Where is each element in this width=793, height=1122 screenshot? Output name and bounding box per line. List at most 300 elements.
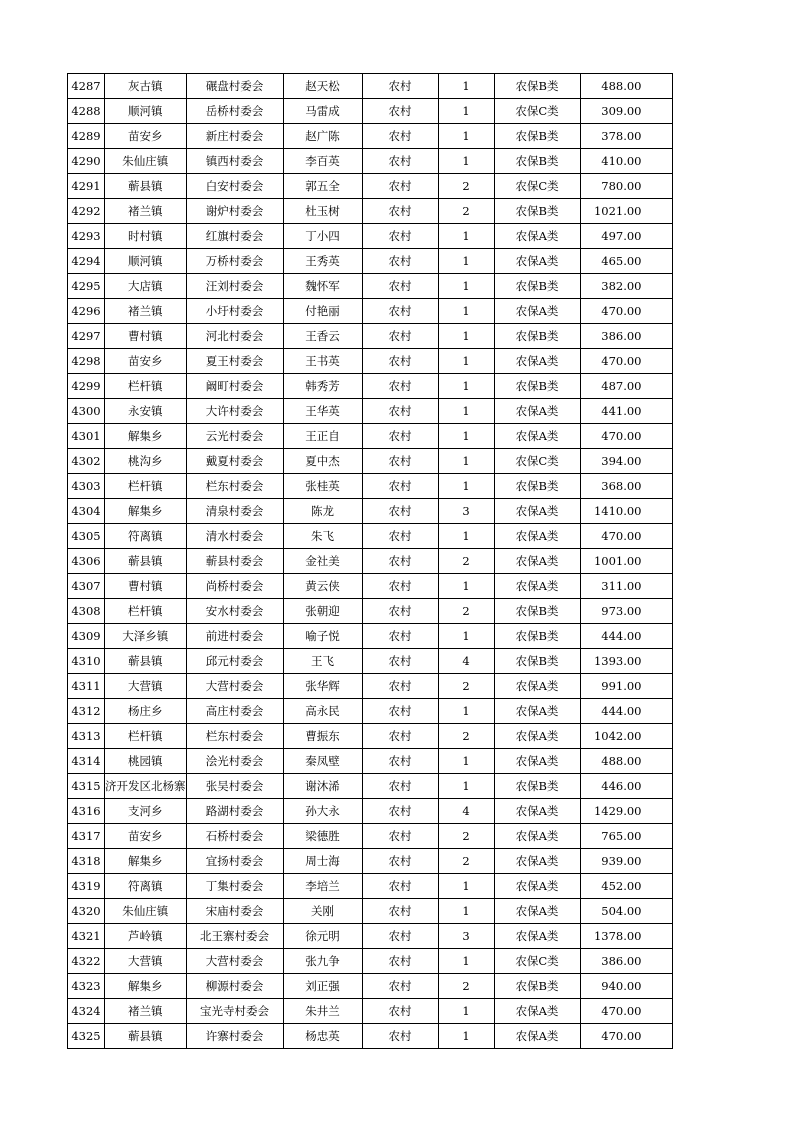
cell-person-name: 张朝迎 (283, 599, 362, 624)
cell-row-number: 4310 (68, 649, 105, 674)
cell-person-name: 王书英 (283, 349, 362, 374)
table-row (68, 924, 673, 949)
cell-household-type: 农村 (362, 974, 438, 999)
cell-village-committee: 丁集村委会 (186, 874, 283, 899)
cell-amount: 487.00 (580, 374, 672, 399)
table-row (68, 424, 673, 449)
cell-insurance-category: 农保A类 (494, 749, 580, 774)
table-row (68, 124, 673, 149)
table-row (68, 674, 673, 699)
cell-amount: 378.00 (580, 124, 672, 149)
cell-row-number: 4311 (68, 674, 105, 699)
relief-roster-table (67, 73, 673, 1049)
table-row (68, 524, 673, 549)
cell-township: 桃沟乡 (105, 449, 187, 474)
cell-township: 蕲县镇 (105, 1024, 187, 1049)
cell-person-name: 张九争 (283, 949, 362, 974)
cell-township: 朱仙庄镇 (105, 899, 187, 924)
table-row (68, 799, 673, 824)
cell-amount: 470.00 (580, 349, 672, 374)
cell-village-committee: 阚町村委会 (186, 374, 283, 399)
cell-person-name: 郭五全 (283, 174, 362, 199)
cell-amount: 410.00 (580, 149, 672, 174)
cell-township: 济开发区北杨寨 (105, 774, 187, 799)
cell-amount: 446.00 (580, 774, 672, 799)
cell-family-size: 1 (438, 374, 494, 399)
cell-household-type: 农村 (362, 124, 438, 149)
cell-insurance-category: 农保B类 (494, 124, 580, 149)
cell-insurance-category: 农保A类 (494, 549, 580, 574)
cell-township: 栏杆镇 (105, 474, 187, 499)
cell-row-number: 4318 (68, 849, 105, 874)
cell-family-size: 3 (438, 924, 494, 949)
cell-village-committee: 岳桥村委会 (186, 99, 283, 124)
cell-row-number: 4321 (68, 924, 105, 949)
table-row (68, 649, 673, 674)
cell-township: 顺河镇 (105, 99, 187, 124)
cell-household-type: 农村 (362, 274, 438, 299)
cell-row-number: 4320 (68, 899, 105, 924)
cell-amount: 504.00 (580, 899, 672, 924)
cell-family-size: 1 (438, 774, 494, 799)
cell-village-committee: 安水村委会 (186, 599, 283, 624)
cell-person-name: 梁德胜 (283, 824, 362, 849)
cell-person-name: 关刚 (283, 899, 362, 924)
cell-insurance-category: 农保A类 (494, 899, 580, 924)
cell-village-committee: 大许村委会 (186, 399, 283, 424)
table-row (68, 999, 673, 1024)
cell-family-size: 2 (438, 849, 494, 874)
cell-household-type: 农村 (362, 674, 438, 699)
cell-village-committee: 张吴村委会 (186, 774, 283, 799)
cell-row-number: 4301 (68, 424, 105, 449)
cell-person-name: 赵天松 (283, 74, 362, 99)
cell-household-type: 农村 (362, 624, 438, 649)
cell-household-type: 农村 (362, 749, 438, 774)
cell-row-number: 4317 (68, 824, 105, 849)
cell-person-name: 李培兰 (283, 874, 362, 899)
cell-insurance-category: 农保B类 (494, 324, 580, 349)
table-row (68, 149, 673, 174)
cell-person-name: 朱井兰 (283, 999, 362, 1024)
table-row (68, 499, 673, 524)
cell-amount: 488.00 (580, 74, 672, 99)
cell-row-number: 4322 (68, 949, 105, 974)
cell-amount: 470.00 (580, 1024, 672, 1049)
cell-row-number: 4288 (68, 99, 105, 124)
cell-township: 大营镇 (105, 674, 187, 699)
cell-household-type: 农村 (362, 174, 438, 199)
cell-amount: 1042.00 (580, 724, 672, 749)
cell-township: 栏杆镇 (105, 724, 187, 749)
cell-village-committee: 宋庙村委会 (186, 899, 283, 924)
cell-township: 大泽乡镇 (105, 624, 187, 649)
cell-household-type: 农村 (362, 199, 438, 224)
cell-person-name: 赵广陈 (283, 124, 362, 149)
cell-village-committee: 碾盘村委会 (186, 74, 283, 99)
cell-person-name: 陈龙 (283, 499, 362, 524)
cell-village-committee: 夏王村委会 (186, 349, 283, 374)
cell-insurance-category: 农保B类 (494, 474, 580, 499)
cell-row-number: 4316 (68, 799, 105, 824)
cell-person-name: 金社美 (283, 549, 362, 574)
cell-row-number: 4302 (68, 449, 105, 474)
table-row (68, 599, 673, 624)
cell-row-number: 4305 (68, 524, 105, 549)
cell-insurance-category: 农保B类 (494, 374, 580, 399)
cell-amount: 368.00 (580, 474, 672, 499)
cell-township: 支河乡 (105, 799, 187, 824)
cell-amount: 1021.00 (580, 199, 672, 224)
cell-township: 永安镇 (105, 399, 187, 424)
cell-insurance-category: 农保A类 (494, 724, 580, 749)
cell-insurance-category: 农保A类 (494, 1024, 580, 1049)
cell-row-number: 4291 (68, 174, 105, 199)
cell-person-name: 周士海 (283, 849, 362, 874)
cell-village-committee: 宜扬村委会 (186, 849, 283, 874)
cell-amount: 1378.00 (580, 924, 672, 949)
cell-village-committee: 镇西村委会 (186, 149, 283, 174)
cell-row-number: 4312 (68, 699, 105, 724)
cell-person-name: 喻子悦 (283, 624, 362, 649)
cell-insurance-category: 农保A类 (494, 499, 580, 524)
table-row (68, 174, 673, 199)
table-row (68, 824, 673, 849)
cell-family-size: 1 (438, 999, 494, 1024)
cell-row-number: 4296 (68, 299, 105, 324)
cell-village-committee: 石桥村委会 (186, 824, 283, 849)
cell-person-name: 马雷成 (283, 99, 362, 124)
cell-family-size: 1 (438, 874, 494, 899)
cell-village-committee: 白安村委会 (186, 174, 283, 199)
cell-household-type: 农村 (362, 799, 438, 824)
cell-row-number: 4299 (68, 374, 105, 399)
table-row (68, 749, 673, 774)
cell-insurance-category: 农保A类 (494, 349, 580, 374)
cell-family-size: 1 (438, 1024, 494, 1049)
table-row (68, 899, 673, 924)
cell-row-number: 4287 (68, 74, 105, 99)
table-row (68, 624, 673, 649)
cell-family-size: 2 (438, 824, 494, 849)
cell-village-committee: 尚桥村委会 (186, 574, 283, 599)
cell-person-name: 曹振东 (283, 724, 362, 749)
table-row (68, 1024, 673, 1049)
cell-family-size: 2 (438, 199, 494, 224)
cell-amount: 1393.00 (580, 649, 672, 674)
cell-amount: 311.00 (580, 574, 672, 599)
cell-amount: 470.00 (580, 299, 672, 324)
cell-household-type: 农村 (362, 924, 438, 949)
cell-insurance-category: 农保B类 (494, 199, 580, 224)
cell-village-committee: 许寨村委会 (186, 1024, 283, 1049)
cell-township: 栏杆镇 (105, 599, 187, 624)
cell-insurance-category: 农保A类 (494, 924, 580, 949)
cell-township: 朱仙庄镇 (105, 149, 187, 174)
cell-person-name: 徐元明 (283, 924, 362, 949)
cell-household-type: 农村 (362, 849, 438, 874)
table-row (68, 224, 673, 249)
table-row (68, 374, 673, 399)
cell-household-type: 农村 (362, 149, 438, 174)
cell-row-number: 4314 (68, 749, 105, 774)
cell-family-size: 3 (438, 499, 494, 524)
cell-amount: 465.00 (580, 249, 672, 274)
table-row (68, 299, 673, 324)
cell-insurance-category: 农保B类 (494, 149, 580, 174)
cell-village-committee: 河北村委会 (186, 324, 283, 349)
cell-township: 苗安乡 (105, 349, 187, 374)
cell-village-committee: 邱元村委会 (186, 649, 283, 674)
cell-insurance-category: 农保A类 (494, 674, 580, 699)
cell-family-size: 1 (438, 574, 494, 599)
cell-household-type: 农村 (362, 574, 438, 599)
cell-village-committee: 谢炉村委会 (186, 199, 283, 224)
cell-township: 符离镇 (105, 874, 187, 899)
cell-household-type: 农村 (362, 349, 438, 374)
cell-row-number: 4307 (68, 574, 105, 599)
cell-township: 栏杆镇 (105, 374, 187, 399)
cell-village-committee: 汪刘村委会 (186, 274, 283, 299)
cell-person-name: 谢沐浠 (283, 774, 362, 799)
cell-person-name: 朱飞 (283, 524, 362, 549)
cell-person-name: 秦凤壁 (283, 749, 362, 774)
cell-household-type: 农村 (362, 74, 438, 99)
cell-person-name: 魏怀军 (283, 274, 362, 299)
cell-household-type: 农村 (362, 599, 438, 624)
cell-household-type: 农村 (362, 824, 438, 849)
cell-row-number: 4294 (68, 249, 105, 274)
cell-amount: 470.00 (580, 524, 672, 549)
table-row (68, 74, 673, 99)
cell-household-type: 农村 (362, 299, 438, 324)
cell-household-type: 农村 (362, 649, 438, 674)
cell-row-number: 4292 (68, 199, 105, 224)
cell-family-size: 1 (438, 449, 494, 474)
cell-township: 蕲县镇 (105, 174, 187, 199)
cell-person-name: 杨忠英 (283, 1024, 362, 1049)
cell-person-name: 王正自 (283, 424, 362, 449)
cell-township: 桃园镇 (105, 749, 187, 774)
cell-village-committee: 路湖村委会 (186, 799, 283, 824)
cell-family-size: 4 (438, 799, 494, 824)
cell-insurance-category: 农保B类 (494, 624, 580, 649)
cell-row-number: 4309 (68, 624, 105, 649)
cell-household-type: 农村 (362, 474, 438, 499)
cell-insurance-category: 农保A类 (494, 574, 580, 599)
cell-family-size: 1 (438, 624, 494, 649)
cell-family-size: 1 (438, 324, 494, 349)
cell-person-name: 刘正强 (283, 974, 362, 999)
cell-person-name: 王华英 (283, 399, 362, 424)
cell-amount: 973.00 (580, 599, 672, 624)
cell-village-committee: 前进村委会 (186, 624, 283, 649)
cell-village-committee: 栏东村委会 (186, 724, 283, 749)
cell-household-type: 农村 (362, 424, 438, 449)
cell-family-size: 1 (438, 899, 494, 924)
cell-household-type: 农村 (362, 99, 438, 124)
cell-family-size: 2 (438, 174, 494, 199)
cell-village-committee: 柳源村委会 (186, 974, 283, 999)
cell-village-committee: 大营村委会 (186, 949, 283, 974)
cell-row-number: 4319 (68, 874, 105, 899)
cell-insurance-category: 农保C类 (494, 949, 580, 974)
cell-amount: 939.00 (580, 849, 672, 874)
cell-family-size: 1 (438, 99, 494, 124)
cell-amount: 382.00 (580, 274, 672, 299)
cell-family-size: 1 (438, 474, 494, 499)
cell-family-size: 2 (438, 974, 494, 999)
cell-row-number: 4324 (68, 999, 105, 1024)
cell-household-type: 农村 (362, 874, 438, 899)
cell-person-name: 孙大永 (283, 799, 362, 824)
cell-family-size: 2 (438, 549, 494, 574)
cell-person-name: 王秀英 (283, 249, 362, 274)
cell-village-committee: 新庄村委会 (186, 124, 283, 149)
cell-family-size: 2 (438, 674, 494, 699)
cell-family-size: 1 (438, 224, 494, 249)
cell-amount: 488.00 (580, 749, 672, 774)
cell-township: 解集乡 (105, 424, 187, 449)
cell-village-committee: 大营村委会 (186, 674, 283, 699)
cell-household-type: 农村 (362, 999, 438, 1024)
cell-insurance-category: 农保B类 (494, 774, 580, 799)
cell-village-committee: 清泉村委会 (186, 499, 283, 524)
cell-row-number: 4315 (68, 774, 105, 799)
cell-insurance-category: 农保B类 (494, 599, 580, 624)
cell-insurance-category: 农保A类 (494, 224, 580, 249)
cell-household-type: 农村 (362, 724, 438, 749)
table-row (68, 549, 673, 574)
cell-township: 褚兰镇 (105, 299, 187, 324)
cell-insurance-category: 农保A类 (494, 249, 580, 274)
cell-amount: 386.00 (580, 324, 672, 349)
table-row (68, 349, 673, 374)
cell-family-size: 1 (438, 424, 494, 449)
cell-village-committee: 云光村委会 (186, 424, 283, 449)
cell-row-number: 4298 (68, 349, 105, 374)
table-row (68, 449, 673, 474)
table-body (68, 74, 673, 1049)
cell-insurance-category: 农保A类 (494, 799, 580, 824)
cell-village-committee: 万桥村委会 (186, 249, 283, 274)
cell-township: 解集乡 (105, 974, 187, 999)
cell-family-size: 1 (438, 74, 494, 99)
cell-township: 时村镇 (105, 224, 187, 249)
table-row (68, 874, 673, 899)
cell-insurance-category: 农保A类 (494, 874, 580, 899)
cell-insurance-category: 农保A类 (494, 299, 580, 324)
cell-family-size: 1 (438, 274, 494, 299)
cell-amount: 497.00 (580, 224, 672, 249)
cell-insurance-category: 农保A类 (494, 424, 580, 449)
cell-village-committee: 栏东村委会 (186, 474, 283, 499)
table-row (68, 724, 673, 749)
cell-row-number: 4306 (68, 549, 105, 574)
cell-village-committee: 小圩村委会 (186, 299, 283, 324)
cell-insurance-category: 农保C类 (494, 449, 580, 474)
cell-person-name: 黄云侠 (283, 574, 362, 599)
cell-amount: 309.00 (580, 99, 672, 124)
cell-township: 褚兰镇 (105, 199, 187, 224)
cell-household-type: 农村 (362, 1024, 438, 1049)
table-row (68, 399, 673, 424)
cell-township: 苗安乡 (105, 824, 187, 849)
table-row (68, 324, 673, 349)
cell-household-type: 农村 (362, 249, 438, 274)
cell-row-number: 4289 (68, 124, 105, 149)
cell-village-committee: 红旗村委会 (186, 224, 283, 249)
cell-family-size: 4 (438, 649, 494, 674)
cell-row-number: 4323 (68, 974, 105, 999)
cell-amount: 470.00 (580, 999, 672, 1024)
cell-person-name: 付艳丽 (283, 299, 362, 324)
cell-insurance-category: 农保A类 (494, 399, 580, 424)
cell-insurance-category: 农保C类 (494, 99, 580, 124)
cell-insurance-category: 农保A类 (494, 824, 580, 849)
cell-household-type: 农村 (362, 699, 438, 724)
cell-township: 大营镇 (105, 949, 187, 974)
cell-household-type: 农村 (362, 524, 438, 549)
cell-village-committee: 清水村委会 (186, 524, 283, 549)
cell-person-name: 韩秀芳 (283, 374, 362, 399)
cell-household-type: 农村 (362, 399, 438, 424)
cell-amount: 386.00 (580, 949, 672, 974)
cell-township: 曹村镇 (105, 324, 187, 349)
cell-insurance-category: 农保C类 (494, 174, 580, 199)
cell-amount: 991.00 (580, 674, 672, 699)
cell-family-size: 1 (438, 299, 494, 324)
cell-village-committee: 高庄村委会 (186, 699, 283, 724)
cell-household-type: 农村 (362, 374, 438, 399)
cell-family-size: 1 (438, 949, 494, 974)
cell-township: 苗安乡 (105, 124, 187, 149)
cell-amount: 780.00 (580, 174, 672, 199)
cell-person-name: 夏中杰 (283, 449, 362, 474)
cell-amount: 394.00 (580, 449, 672, 474)
table-row (68, 474, 673, 499)
table-row (68, 699, 673, 724)
table-row (68, 99, 673, 124)
table-row (68, 949, 673, 974)
cell-row-number: 4290 (68, 149, 105, 174)
cell-row-number: 4300 (68, 399, 105, 424)
table-row (68, 199, 673, 224)
cell-row-number: 4303 (68, 474, 105, 499)
cell-amount: 765.00 (580, 824, 672, 849)
cell-township: 杨庄乡 (105, 699, 187, 724)
cell-row-number: 4293 (68, 224, 105, 249)
cell-insurance-category: 农保B类 (494, 974, 580, 999)
cell-township: 芦岭镇 (105, 924, 187, 949)
cell-person-name: 王香云 (283, 324, 362, 349)
cell-family-size: 1 (438, 249, 494, 274)
table-row (68, 574, 673, 599)
cell-person-name: 丁小四 (283, 224, 362, 249)
cell-township: 灰古镇 (105, 74, 187, 99)
cell-village-committee: 浍光村委会 (186, 749, 283, 774)
table-row (68, 249, 673, 274)
cell-township: 符离镇 (105, 524, 187, 549)
cell-insurance-category: 农保A类 (494, 849, 580, 874)
cell-row-number: 4297 (68, 324, 105, 349)
cell-village-committee: 宝光寺村委会 (186, 999, 283, 1024)
cell-person-name: 张华辉 (283, 674, 362, 699)
cell-household-type: 农村 (362, 549, 438, 574)
cell-insurance-category: 农保A类 (494, 699, 580, 724)
cell-household-type: 农村 (362, 449, 438, 474)
cell-row-number: 4325 (68, 1024, 105, 1049)
